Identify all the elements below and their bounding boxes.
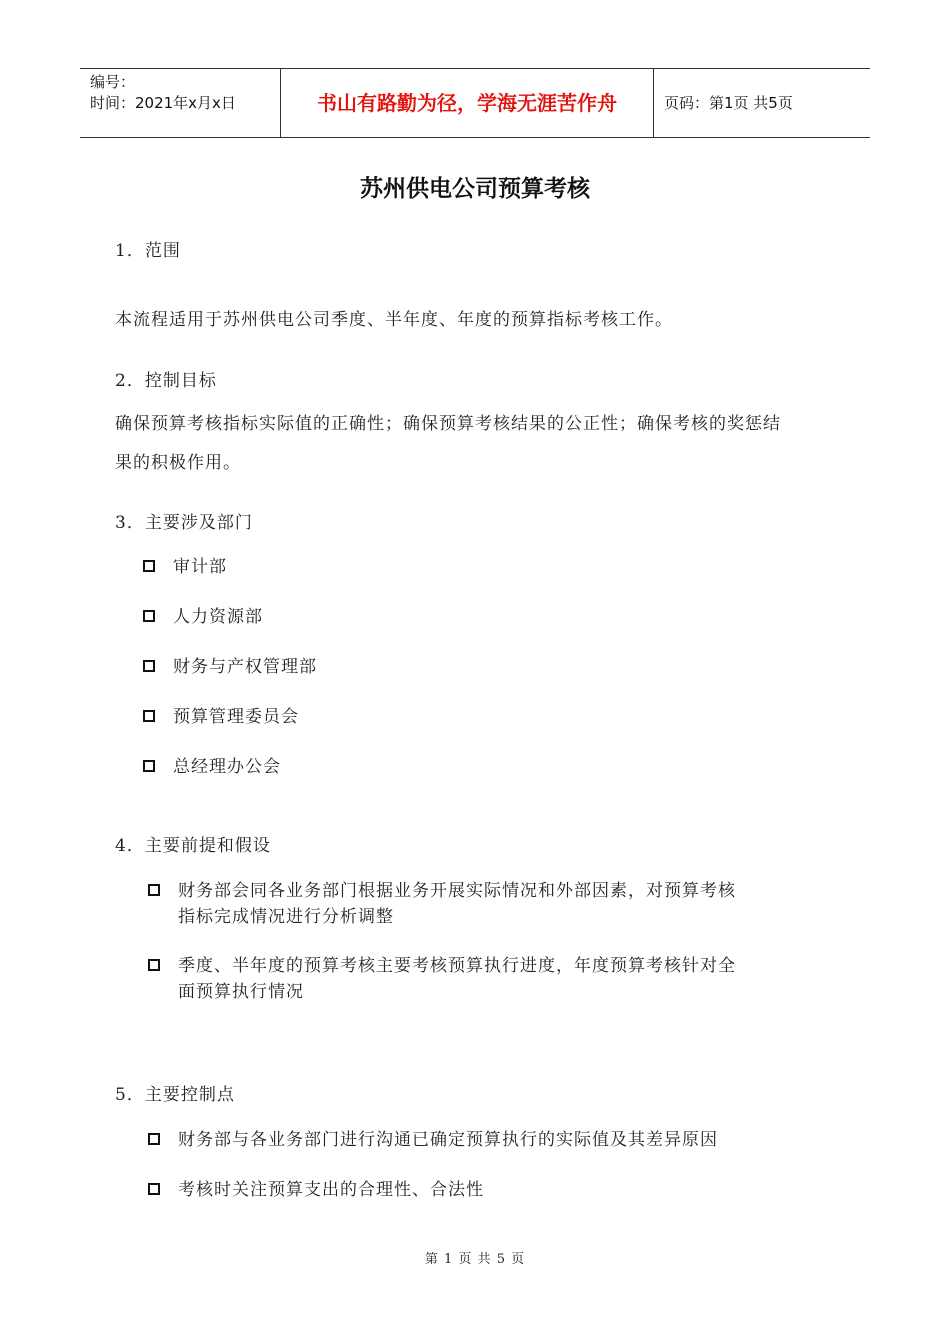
checkbox-icon	[143, 560, 155, 572]
page-title: 苏州供电公司预算考核	[360, 176, 590, 202]
checkbox-icon	[148, 1183, 160, 1195]
section-1-body: 本流程适用于苏州供电公司季度、半年度、年度的预算指标考核工作。	[115, 310, 673, 330]
checkbox-icon	[143, 710, 155, 722]
header-motto: 书山有路勤为径，学海无涯苦作舟	[281, 69, 654, 137]
document-header	[80, 68, 870, 138]
checkbox-icon	[148, 959, 160, 971]
section-1-heading: 1．范围	[115, 241, 181, 261]
section-4-heading: 4．主要前提和假设	[115, 836, 271, 856]
checkbox-icon	[143, 760, 155, 772]
section-3-heading: 3．主要涉及部门	[115, 513, 253, 533]
number-label: 编号：	[90, 73, 136, 91]
checkbox-icon	[148, 1133, 160, 1145]
checkbox-icon	[148, 884, 160, 896]
section-2-body-line: 果的积极作用。	[115, 453, 241, 473]
checkbox-icon	[143, 610, 155, 622]
section-5-heading: 5．主要控制点	[115, 1085, 235, 1105]
page-footer: 第 1 页 共 5 页	[424, 1252, 526, 1267]
section-2-body-line: 确保预算考核指标实际值的正确性；确保预算考核结果的公正性；确保考核的奖惩结	[115, 414, 781, 434]
checkbox-icon	[143, 660, 155, 672]
section-2-heading: 2．控制目标	[115, 371, 217, 391]
date-label: 时间：2021年x月x日	[90, 94, 236, 112]
header-page-info: 页码：第1页 共5页	[664, 94, 793, 112]
header-meta	[80, 69, 281, 137]
